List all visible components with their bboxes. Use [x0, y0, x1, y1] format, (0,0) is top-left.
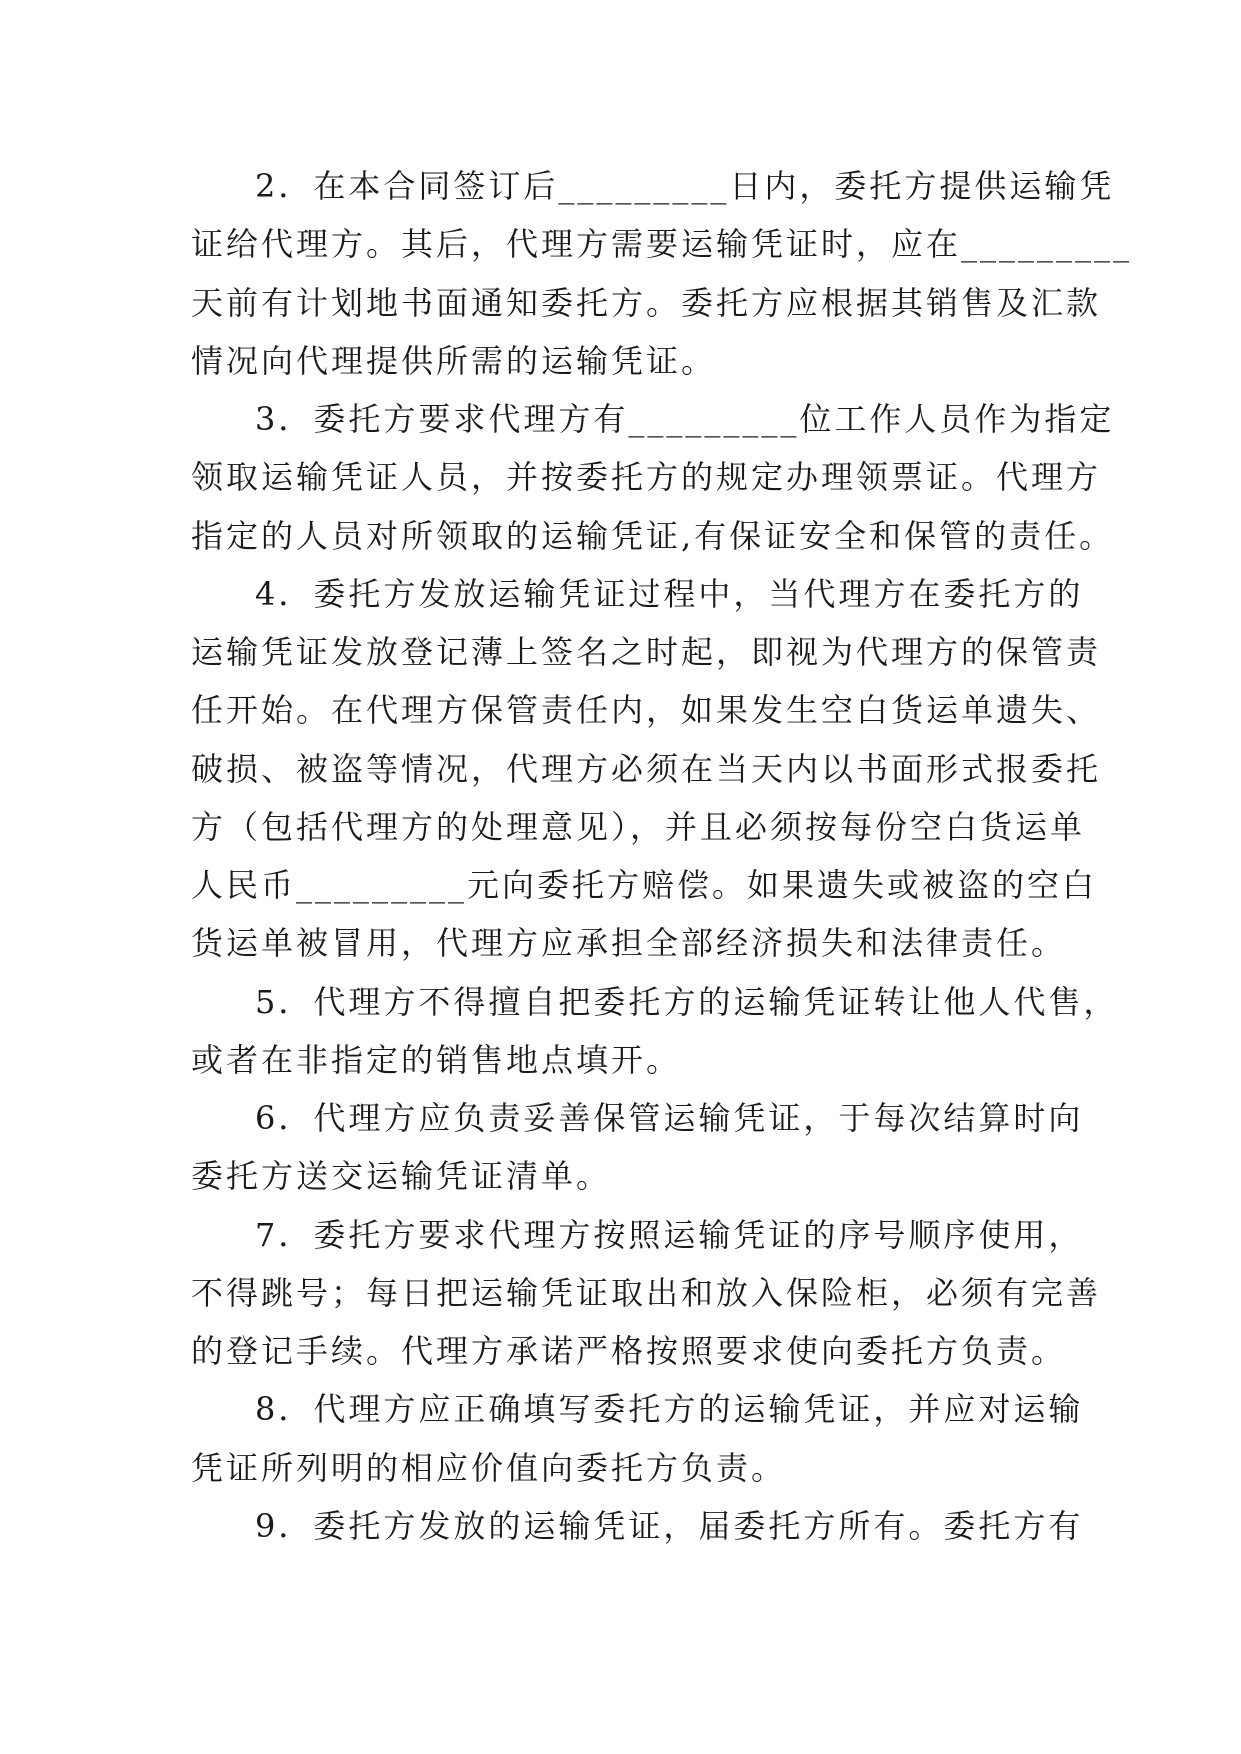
clause-3-line-1: 3．委托方要求代理方有_________位工作人员作为指定 [255, 400, 1115, 438]
clause-2-line-1: 2．在本合同签订后_________日内，委托方提供运输凭 [255, 167, 1115, 205]
clause-9-line-1: 9．委托方发放的运输凭证，届委托方所有。委托方有 [255, 1507, 1084, 1545]
clause-6-line-2: 委托方送交运输凭证清单。 [191, 1157, 612, 1195]
clause-4-line-7: 货运单被冒用，代理方应承担全部经济损失和法律责任。 [191, 924, 1067, 962]
clause-4-line-4: 破损、被盗等情况，代理方必须在当天内以书面形式报委托 [191, 750, 1102, 788]
clause-6-line-1: 6．代理方应负责妥善保管运输凭证，于每次结算时向 [255, 1099, 1084, 1137]
clause-7-line-3: 的登记手续。代理方承诺严格按照要求使向委托方负责。 [191, 1332, 1067, 1370]
clause-4-line-2: 运输凭证发放登记薄上签名之时起，即视为代理方的保管责 [191, 633, 1102, 671]
clause-8-line-1: 8．代理方应正确填写委托方的运输凭证，并应对运输 [255, 1390, 1084, 1428]
clause-4-line-3: 任开始。在代理方保管责任内，如果发生空白货运单遗失、 [191, 691, 1102, 729]
clause-2-line-4: 情况向代理提供所需的运输凭证。 [191, 342, 717, 380]
clause-2-line-2: 证给代理方。其后，代理方需要运输凭证时，应在_________ [191, 225, 1133, 263]
clause-4-line-6: 人民币_________元向委托方赔偿。如果遗失或被盗的空白 [191, 866, 1098, 904]
clause-7-line-2: 不得跳号；每日把运输凭证取出和放入保险柜，必须有完善 [191, 1274, 1102, 1312]
clause-4-line-5: 方（包括代理方的处理意见），并且必须按每份空白货运单 [191, 808, 1086, 846]
clause-5-line-2: 或者在非指定的销售地点填开。 [191, 1041, 682, 1079]
clause-4-line-1: 4．委托方发放运输凭证过程中，当代理方在委托方的 [255, 575, 1084, 613]
clause-7-line-1: 7．委托方要求代理方按照运输凭证的序号顺序使用， [255, 1216, 1084, 1254]
clause-3-line-2: 领取运输凭证人员，并按委托方的规定办理领票证。代理方 [191, 458, 1102, 496]
clause-3-line-3: 指定的人员对所领取的运输凭证,有保证安全和保管的责任。 [191, 517, 1115, 555]
clause-5-line-1: 5．代理方不得擅自把委托方的运输凭证转让他人代售， [255, 983, 1119, 1021]
clause-8-line-2: 凭证所列明的相应价值向委托方负责。 [191, 1449, 787, 1487]
clause-2-line-3: 天前有计划地书面通知委托方。委托方应根据其销售及汇款 [191, 284, 1102, 322]
